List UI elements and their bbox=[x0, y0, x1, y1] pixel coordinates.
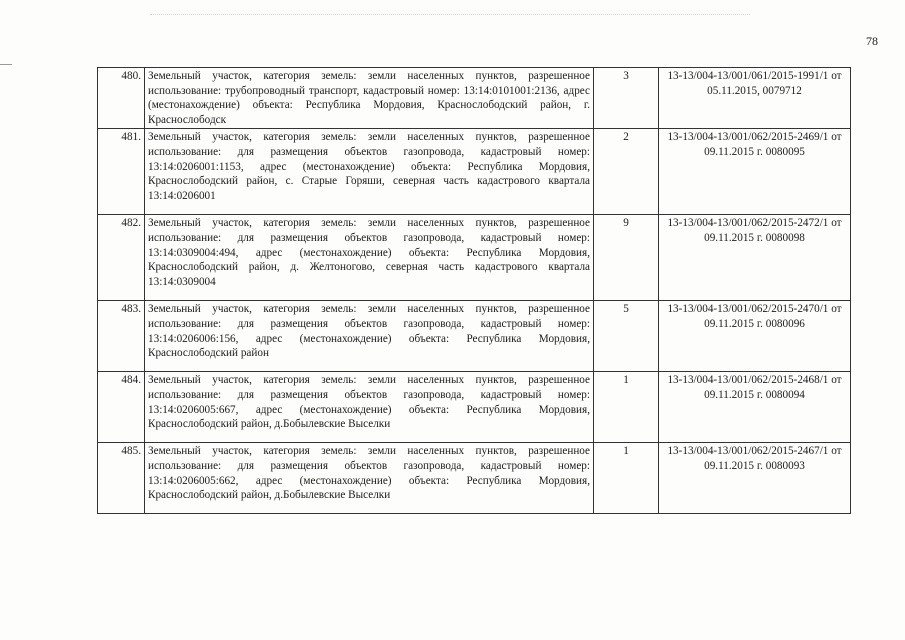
registry-table bbox=[97, 67, 851, 514]
row-quantity: 1 bbox=[594, 372, 659, 443]
row-description: Земельный участок, категория земель: земли населенных пунктов, разрешенное использование: для размещения объектов газопровода, кадастровый номер: 13:14:0206005:667, адрес (местонахождение) объекта: Республика Мордовия, Краснослободский район, д.Бобылевские Выселки bbox=[145, 372, 594, 443]
row-quantity: 1 bbox=[594, 443, 659, 514]
table-row bbox=[98, 215, 851, 301]
row-registration: 13-13/004-13/001/062/2015-2467/1 от 09.11.2015 г. 0080093 bbox=[659, 443, 851, 514]
row-description: Земельный участок, категория земель: земли населенных пунктов, разрешенное использование: для размещения объектов газопровода, кадастровый номер: 13:14:0206005:662, адрес (местонахождение) объекта: Республика Мордовия, Краснослободский район, д.Бобылевские Выселки bbox=[145, 443, 594, 514]
scan-edge-mark bbox=[0, 64, 12, 65]
row-number: 481. bbox=[98, 129, 145, 215]
row-registration: 13-13/004-13/001/062/2015-2470/1 от 09.11.2015 г. 0080096 bbox=[659, 301, 851, 372]
row-registration: 13-13/004-13/001/062/2015-2472/1 от 09.11.2015 г. 0080098 bbox=[659, 215, 851, 301]
scan-artifact bbox=[150, 14, 750, 17]
row-quantity: 2 bbox=[594, 129, 659, 215]
row-description: Земельный участок, категория земель: земли населенных пунктов, разрешенное использование: для размещения объектов газопровода, кадастровый номер: 13:14:0206006:156, адрес (местонахождение) объекта: Республика Мордовия, Краснослободский район bbox=[145, 301, 594, 372]
row-registration: 13-13/004-13/001/061/2015-1991/1 от 05.11.2015, 0079712 bbox=[659, 68, 851, 129]
row-description: Земельный участок, категория земель: земли населенных пунктов, разрешенное использование: для размещения объектов газопровода, кадастровый номер: 13:14:0309004:494, адрес (местонахождение) объекта: Республика Мордовия, Краснослободский район, д. Желтоногово, северная часть кадастрового квартала 13:14:0309004 bbox=[145, 215, 594, 301]
row-number: 484. bbox=[98, 372, 145, 443]
row-number: 485. bbox=[98, 443, 145, 514]
row-description: Земельный участок, категория земель: земли населенных пунктов, разрешенное использование: трубопроводный транспорт, кадастровый номер: 13:14:0101001:2136, адрес (местонахождение) объекта: Республика Мордовия, Краснослободский район, г. Краснослободск bbox=[145, 68, 594, 129]
table-row bbox=[98, 443, 851, 514]
row-quantity: 5 bbox=[594, 301, 659, 372]
row-registration: 13-13/004-13/001/062/2015-2468/1 от 09.11.2015 г. 0080094 bbox=[659, 372, 851, 443]
row-quantity: 9 bbox=[594, 215, 659, 301]
table-row bbox=[98, 301, 851, 372]
table-row bbox=[98, 129, 851, 215]
row-registration: 13-13/004-13/001/062/2015-2469/1 от 09.11.2015 г. 0080095 bbox=[659, 129, 851, 215]
page-number: 78 bbox=[866, 34, 878, 48]
row-number: 480. bbox=[98, 68, 145, 129]
row-quantity: 3 bbox=[594, 68, 659, 129]
row-description: Земельный участок, категория земель: земли населенных пунктов, разрешенное использование: для размещения объектов газопровода, кадастровый номер: 13:14:0206001:1153, адрес (местонахождение) объекта: Республика Мордовия, Краснослободский район, с. Старые Горяши, северная часть кадастрового квартала 13:14:0206001 bbox=[145, 129, 594, 215]
row-number: 482. bbox=[98, 215, 145, 301]
row-number: 483. bbox=[98, 301, 145, 372]
table-row bbox=[98, 68, 851, 129]
table-row bbox=[98, 372, 851, 443]
